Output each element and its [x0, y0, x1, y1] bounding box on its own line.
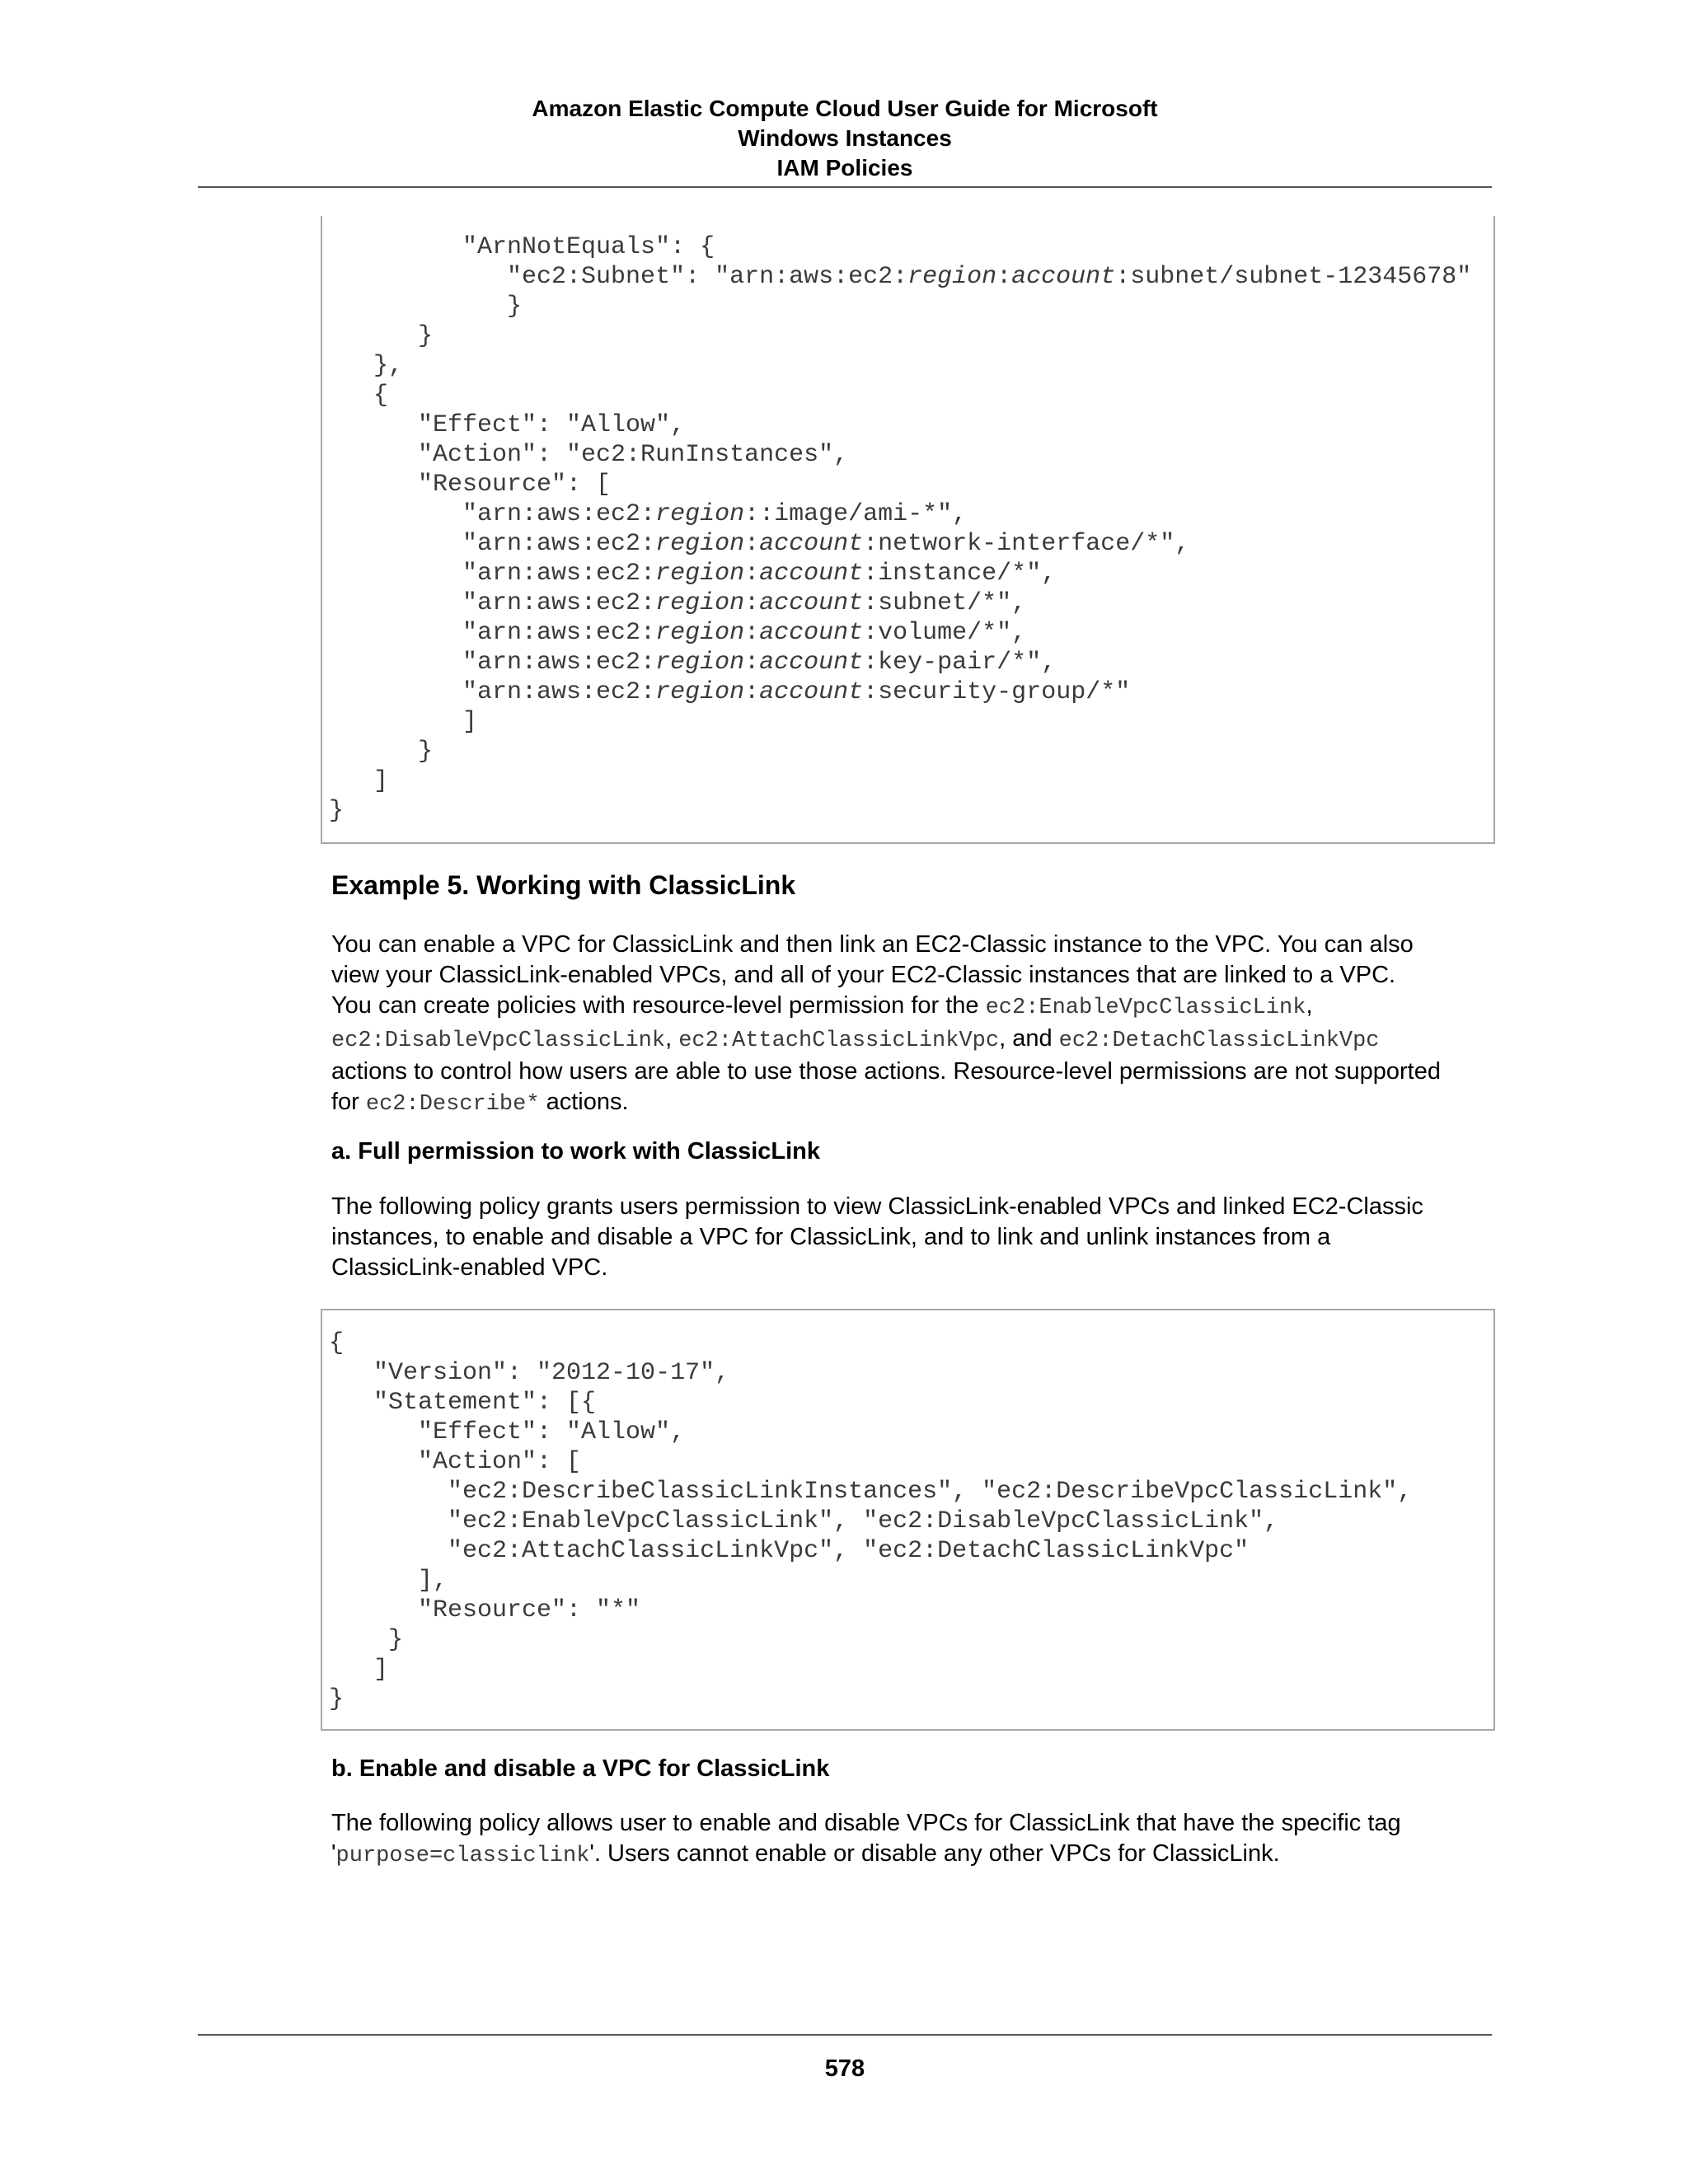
- code-line: }: [329, 738, 434, 766]
- code-line: "ec2:DescribeClassicLinkInstances", "ec2:DescribeVpcClassicLink",: [329, 1478, 1413, 1506]
- placeholder-text: region: [907, 263, 997, 291]
- code-line: "Version": "2012-10-17",: [329, 1359, 730, 1387]
- section-a-paragraph: [331, 1192, 1502, 1283]
- code-line: ]: [329, 767, 389, 795]
- footer-rule: [198, 2034, 1492, 2036]
- text-line: ClassicLink-enabled VPC.: [331, 1254, 608, 1281]
- code-line: "arn:aws:ec2:region:account:instance/*",: [329, 560, 1057, 588]
- page-number: 578: [824, 2055, 865, 2082]
- code-line: },: [329, 352, 404, 380]
- text-line: view your ClassicLink-enabled VPCs, and all of your EC2-Classic instances that are linked to a VPC.: [331, 962, 1396, 988]
- header-guide-title: Amazon Elastic Compute Cloud User Guide for Microsoft: [532, 96, 1158, 121]
- header-section-title: IAM Policies: [776, 155, 913, 180]
- placeholder-text: account: [759, 530, 864, 558]
- page-header: [198, 94, 1492, 183]
- placeholder-text: account: [759, 560, 864, 588]
- text-line: actions to control how users are able to use those actions. Resource-level permissions are not supported: [331, 1058, 1441, 1085]
- placeholder-text: region: [655, 500, 745, 528]
- placeholder-text: account: [759, 649, 864, 677]
- code-line: "ec2:Subnet": "arn:aws:ec2:region:account:subnet/subnet-12345678": [329, 263, 1472, 291]
- placeholder-text: account: [759, 589, 864, 617]
- placeholder-text: region: [655, 589, 745, 617]
- placeholder-text: region: [655, 649, 745, 677]
- placeholder-text: region: [655, 560, 745, 588]
- code-line: "Statement": [{: [329, 1389, 597, 1417]
- code-block-continued: [321, 216, 1495, 844]
- inline-code: ec2:Describe*: [365, 1092, 540, 1117]
- text-line: ec2:DisableVpcClassicLink, ec2:AttachClassicLinkVpc, and ec2:DetachClassicLinkVpc: [331, 1025, 1380, 1053]
- code-line: "arn:aws:ec2:region:account:network-interface/*",: [329, 530, 1190, 558]
- code-line: "Effect": "Allow",: [329, 411, 686, 439]
- code-line: "arn:aws:ec2:region:account:subnet/*",: [329, 589, 1027, 617]
- header-rule: [198, 186, 1492, 188]
- text-line: for ec2:Describe* actions.: [331, 1089, 629, 1117]
- placeholder-text: region: [655, 530, 745, 558]
- code-line: ]: [329, 1656, 389, 1684]
- header-guide-subtitle: Windows Instances: [738, 125, 952, 151]
- code-line: {: [329, 1329, 345, 1357]
- example-5-paragraph: [331, 930, 1502, 1120]
- inline-code: ec2:DisableVpcClassicLink: [331, 1029, 666, 1053]
- section-b-paragraph: [331, 1808, 1502, 1872]
- code-line: "Effect": "Allow",: [329, 1418, 686, 1446]
- placeholder-text: account: [759, 619, 864, 647]
- code-line: "Resource": [: [329, 471, 612, 499]
- placeholder-text: region: [655, 619, 745, 647]
- text-line: The following policy grants users permission to view ClassicLink-enabled VPCs and linked EC2-Classic: [331, 1193, 1423, 1220]
- placeholder-text: region: [655, 678, 745, 706]
- placeholder-text: account: [759, 678, 864, 706]
- inline-code: ec2:DetachClassicLinkVpc: [1058, 1029, 1380, 1053]
- code-line: }: [329, 293, 523, 321]
- code-line: {: [329, 382, 389, 410]
- text-line: 'purpose=classiclink'. Users cannot enable or disable any other VPCs for ClassicLink.: [331, 1840, 1280, 1868]
- code-text: [329, 232, 1471, 826]
- code-line: "ec2:AttachClassicLinkVpc", "ec2:DetachClassicLinkVpc": [329, 1537, 1250, 1565]
- text-line: instances, to enable and disable a VPC for ClassicLink, and to link and unlink instances from a: [331, 1224, 1331, 1250]
- code-line: "arn:aws:ec2:region:account:security-group/*": [329, 678, 1131, 706]
- section-a-heading: a. Full permission to work with ClassicLink: [331, 1138, 821, 1165]
- text-line: The following policy allows user to enable and disable VPCs for ClassicLink that have the specific tag: [331, 1810, 1401, 1836]
- code-line: "ArnNotEquals": {: [329, 233, 715, 261]
- code-block-policy: [321, 1309, 1495, 1731]
- code-line: }: [329, 797, 345, 825]
- example-5-heading: Example 5. Working with ClassicLink: [331, 870, 796, 900]
- code-line: "ec2:EnableVpcClassicLink", "ec2:DisableVpcClassicLink",: [329, 1507, 1279, 1535]
- code-text: [329, 1329, 1412, 1714]
- code-line: }: [329, 1685, 345, 1713]
- inline-code: purpose=classiclink: [335, 1844, 590, 1868]
- code-line: }: [329, 1626, 404, 1654]
- code-line: "Resource": "*": [329, 1596, 641, 1624]
- inline-code: ec2:EnableVpcClassicLink: [985, 996, 1306, 1020]
- code-line: ],: [329, 1567, 448, 1595]
- code-line: "Action": "ec2:RunInstances",: [329, 441, 849, 469]
- inline-code: ec2:AttachClassicLinkVpc: [678, 1029, 1000, 1053]
- code-line: "arn:aws:ec2:region::image/ami-*",: [329, 500, 968, 528]
- text-line: You can enable a VPC for ClassicLink and then link an EC2-Classic instance to the VPC. You can also: [331, 931, 1414, 958]
- placeholder-text: account: [1011, 263, 1116, 291]
- code-line: "arn:aws:ec2:region:account:key-pair/*",: [329, 649, 1057, 677]
- code-line: ]: [329, 708, 478, 736]
- section-b-heading: b. Enable and disable a VPC for ClassicLink: [331, 1755, 830, 1782]
- code-line: "arn:aws:ec2:region:account:volume/*",: [329, 619, 1027, 647]
- text-line: You can create policies with resource-level permission for the ec2:EnableVpcClassicLink,: [331, 992, 1313, 1020]
- code-line: }: [329, 322, 434, 350]
- code-line: "Action": [: [329, 1448, 582, 1476]
